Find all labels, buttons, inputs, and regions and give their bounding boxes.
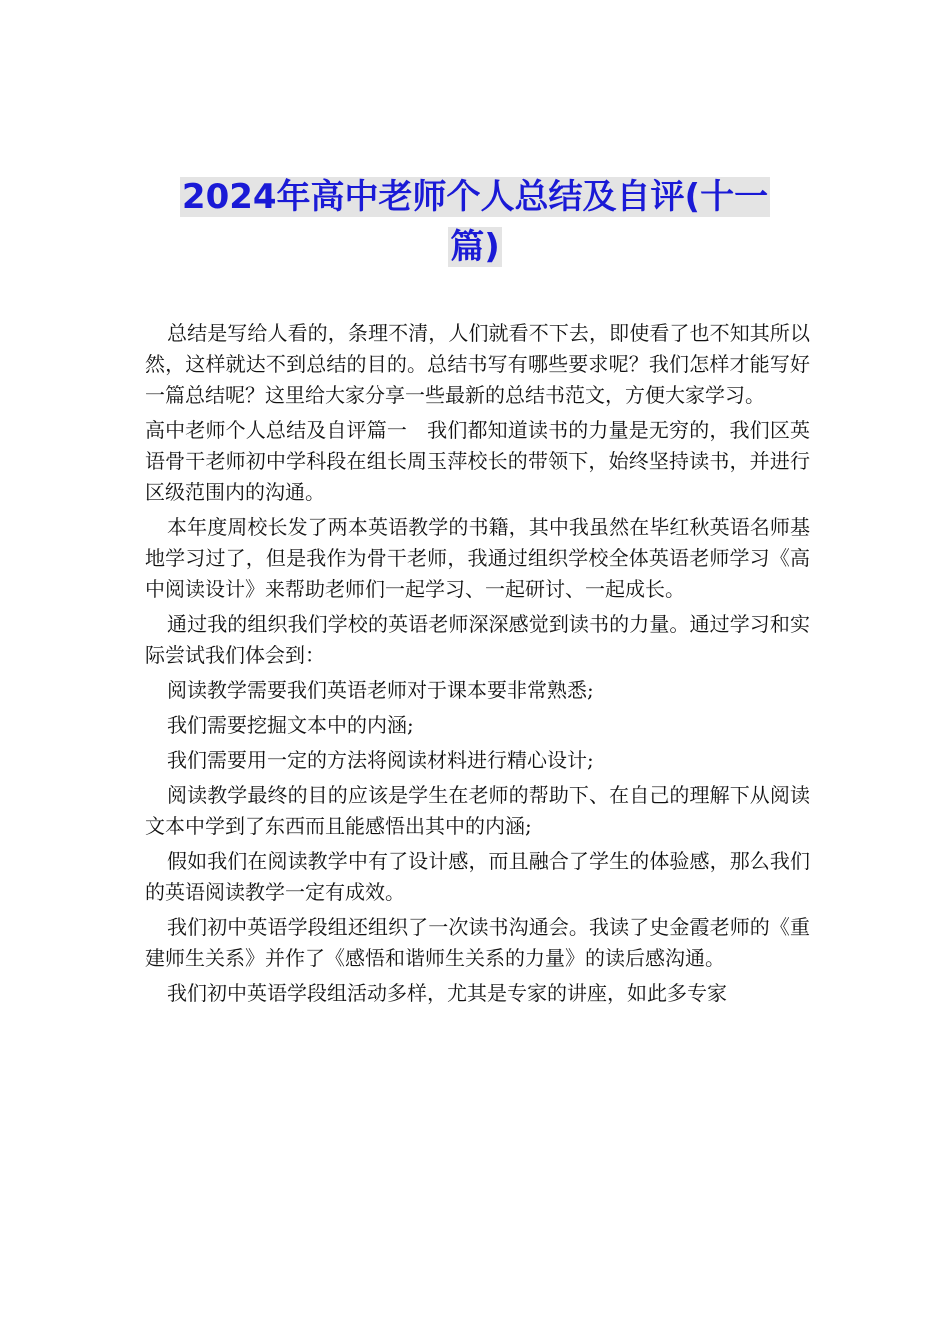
paragraph: 阅读教学最终的目的应该是学生在老师的帮助下、在自己的理解下从阅读文本中学到了东西而且能感悟出其中的内涵; bbox=[145, 783, 810, 838]
paragraph: 我们初中英语学段组还组织了一次读书沟通会。我读了史金霞老师的《重建师生关系》并作了《感悟和谐师生关系的力量》的读后感沟通。 bbox=[145, 915, 810, 970]
paragraph: 阅读教学需要我们英语老师对于课本要非常熟悉; bbox=[167, 678, 594, 702]
paragraph: 我们初中英语学段组活动多样，尤其是专家的讲座，如此多专家 bbox=[167, 981, 727, 1005]
title-line-1: 2024年高中老师个人总结及自评(十一 bbox=[181, 177, 769, 217]
paragraph: 通过我的组织我们学校的英语老师深深感觉到读书的力量。通过学习和实际尝试我们体会到： bbox=[145, 612, 810, 667]
paragraph-section-heading: 高中老师个人总结及自评篇一 我们都知道读书的力量是无穷的，我们区英语骨干老师初中学科段在组长周玉萍校长的带领下，始终坚持读书，并进行区级范围内的沟通。 bbox=[145, 418, 810, 504]
paragraph: 我们需要挖掘文本中的内涵; bbox=[167, 713, 414, 737]
paragraph: 假如我们在阅读教学中有了设计感，而且融合了学生的体验感，那么我们的英语阅读教学一定有成效。 bbox=[145, 849, 810, 904]
document-title bbox=[0, 172, 950, 272]
title-line-2: 篇) bbox=[450, 227, 500, 267]
document-body bbox=[145, 318, 810, 1013]
paragraph: 我们需要用一定的方法将阅读材料进行精心设计; bbox=[167, 748, 594, 772]
paragraph-intro: 总结是写给人看的，条理不清，人们就看不下去，即使看了也不知其所以然，这样就达不到总结的目的。总结书写有哪些要求呢？我们怎样才能写好一篇总结呢？这里给大家分享一些最新的总结书范文，方便大家学习。 bbox=[145, 321, 810, 407]
paragraph: 本年度周校长发了两本英语教学的书籍，其中我虽然在毕红秋英语名师基地学习过了，但是我作为骨干老师，我通过组织学校全体英语老师学习《高中阅读设计》来帮助老师们一起学习、一起研讨、一起成长。 bbox=[145, 515, 810, 601]
